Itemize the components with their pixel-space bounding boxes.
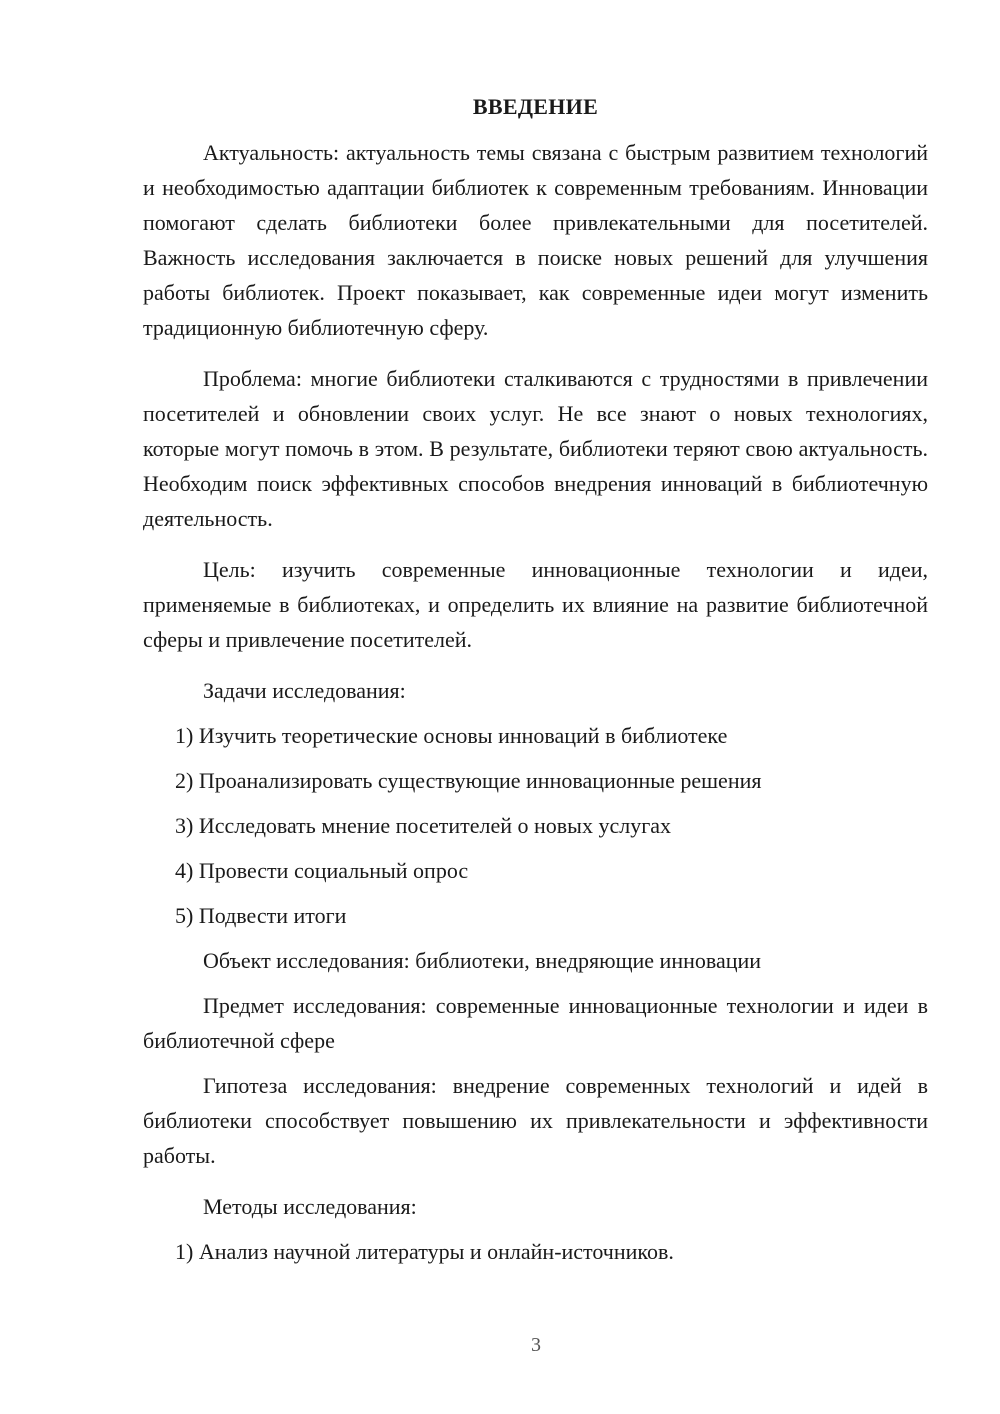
- goal-paragraph: Цель: изучить современные инновационные технологии и идеи, применяемые в библиотеках, и определить их влияние на развитие библиотечной сферы и привлечение посетителей.: [143, 557, 928, 652]
- task-item-2: 2) Проанализировать существующие инновационные решения: [175, 768, 762, 793]
- page-title: ВВЕДЕНИЕ: [472, 94, 599, 119]
- task-item-4: 4) Провести социальный опрос: [175, 858, 469, 883]
- method-item-1: 1) Анализ научной литературы и онлайн-источников.: [175, 1239, 674, 1264]
- subject-paragraph: Предмет исследования: современные инновационные технологии и идеи в библиотечной сфере: [143, 993, 928, 1053]
- task-item-5: 5) Подвести итоги: [175, 903, 347, 928]
- task-item-3: 3) Исследовать мнение посетителей о новых услугах: [175, 813, 671, 838]
- task-item-1: 1) Изучить теоретические основы инноваций в библиотеке: [175, 723, 728, 748]
- methods-heading: Методы исследования:: [203, 1194, 417, 1219]
- page-number: 3: [531, 1334, 541, 1356]
- tasks-heading: Задачи исследования:: [203, 678, 406, 703]
- hypothesis-paragraph: Гипотеза исследования: внедрение современных технологий и идей в библиотеки способствует повышению их привлекательности и эффективности работы.: [143, 1073, 928, 1168]
- document-page: [143, 92, 928, 1279]
- object-line: Объект исследования: библиотеки, внедряющие инновации: [203, 948, 762, 973]
- problem-paragraph: Проблема: многие библиотеки сталкиваются с трудностями в привлечении посетителей и обновлении своих услуг. Не все знают о новых технологиях, которые могут помочь в этом. В результате, библиотеки теряют свою актуальность. Необходим поиск эффективных способов внедрения инноваций в библиотечную деятельность.: [143, 366, 928, 531]
- relevance-paragraph: Актуальность: актуальность темы связана с быстрым развитием технологий и необходимостью адаптации библиотек к современным требованиям. Инновации помогают сделать библиотеки более привлекательными для посетителей. Важность исследования заключается в поиске новых решений для улучшения работы библиотек. Проект показывает, как современные идеи могут изменить традиционную библиотечную сферу.: [143, 140, 928, 340]
